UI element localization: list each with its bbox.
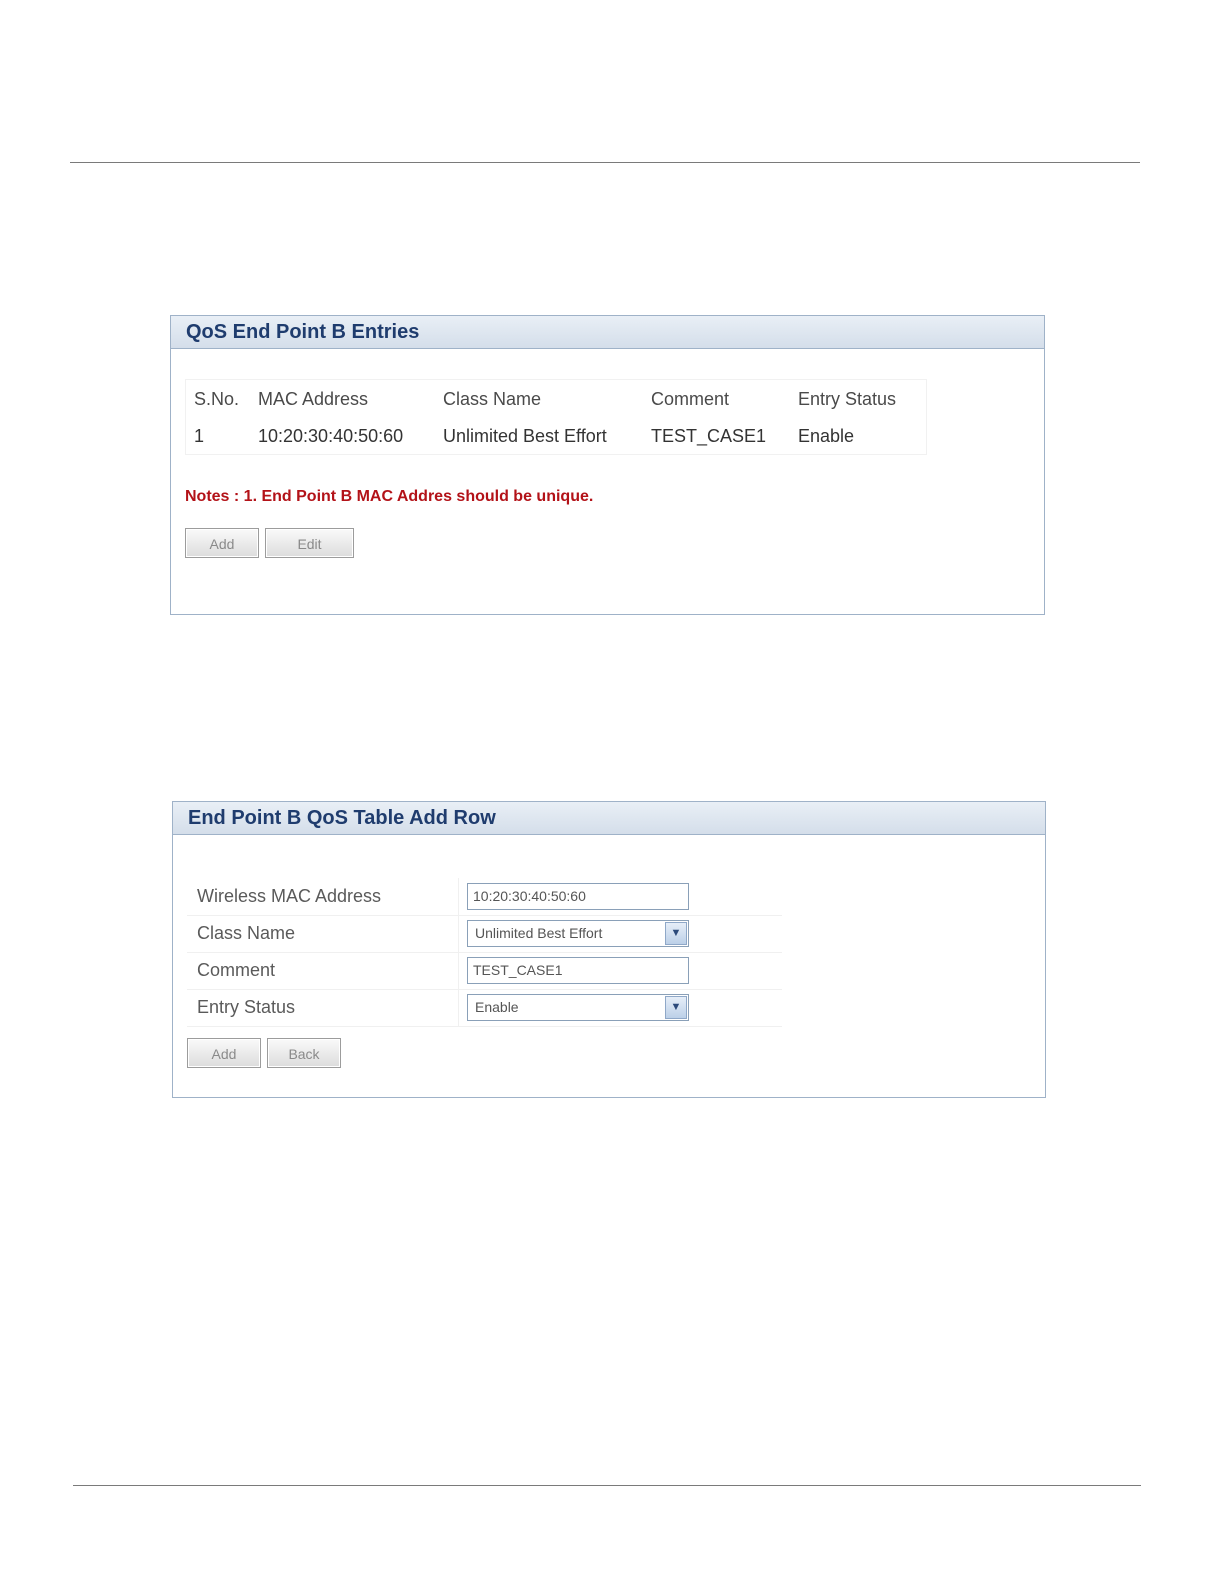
comment-cell	[459, 952, 783, 989]
class-name-selected: Unlimited Best Effort	[475, 925, 603, 941]
column-header-mac: MAC Address	[258, 388, 369, 409]
add-row-panel	[172, 801, 1046, 1098]
mac-address-label: Wireless MAC Address	[197, 885, 382, 906]
add-button[interactable]: Add	[185, 528, 259, 558]
back-button[interactable]: Back	[267, 1038, 341, 1068]
cell-status: Enable	[798, 425, 855, 446]
chevron-down-icon[interactable]: ▼	[665, 922, 687, 945]
chevron-down-icon[interactable]: ▼	[665, 996, 687, 1019]
bottom-divider	[73, 1485, 1141, 1486]
add-button[interactable]: Add	[187, 1038, 261, 1068]
column-header-class: Class Name	[443, 388, 542, 409]
notes-text: Notes : 1. End Point B MAC Addres should be unique.	[185, 488, 594, 505]
class-name-select[interactable]	[467, 920, 689, 947]
panel-title: End Point B QoS Table Add Row	[173, 802, 1045, 835]
class-name-label: Class Name	[197, 923, 296, 943]
form-row-class	[187, 915, 782, 952]
column-header-sno: S.No.	[194, 388, 240, 409]
table-row[interactable]	[186, 418, 927, 455]
table-header-row	[186, 380, 927, 419]
comment-input[interactable]: TEST_CASE1	[467, 957, 689, 984]
mac-address-cell	[459, 878, 783, 915]
entries-table	[185, 379, 927, 455]
cell-comment: TEST_CASE1	[651, 425, 767, 446]
mac-address-input[interactable]: 10:20:30:40:50:60	[467, 883, 689, 910]
cell-mac: 10:20:30:40:50:60	[258, 425, 404, 446]
entry-status-selected: Enable	[475, 999, 519, 1015]
add-row-form	[187, 878, 782, 1027]
column-header-comment: Comment	[651, 388, 730, 409]
edit-button[interactable]: Edit	[265, 528, 354, 558]
cell-class: Unlimited Best Effort	[443, 425, 607, 446]
top-divider	[70, 162, 1140, 163]
cell-sno: 1	[194, 425, 205, 446]
column-header-status: Entry Status	[798, 388, 897, 409]
entry-status-select[interactable]	[467, 994, 689, 1021]
form-row-mac	[187, 878, 782, 915]
panel-title: QoS End Point B Entries	[171, 316, 1044, 349]
entry-status-cell	[459, 989, 783, 1026]
comment-label: Comment	[197, 960, 276, 980]
form-row-status	[187, 989, 782, 1026]
class-name-cell	[459, 915, 783, 952]
form-row-comment	[187, 952, 782, 989]
entry-status-label: Entry Status	[197, 997, 296, 1017]
qos-entries-panel	[170, 315, 1045, 615]
